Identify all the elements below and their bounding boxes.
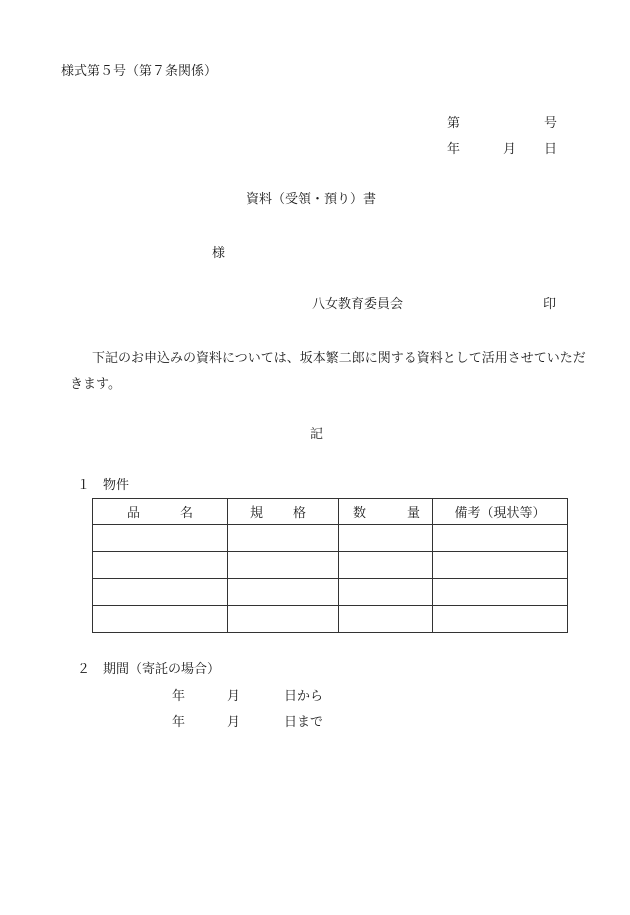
date-month: 月	[503, 142, 517, 157]
table-cell	[339, 579, 433, 606]
period-start-day: 日から	[284, 689, 324, 704]
document-title: 資料（受領・預り）書	[246, 192, 377, 207]
period-start-month: 月	[227, 689, 241, 704]
column-header-quantity-part1: 数	[353, 506, 367, 521]
table-cell	[433, 606, 568, 633]
column-header-spec	[228, 499, 339, 525]
table-cell	[93, 579, 228, 606]
period-end-month: 月	[227, 715, 241, 730]
section1-heading: １ 物件	[77, 478, 130, 493]
table-cell	[433, 552, 568, 579]
period-end-day: 日まで	[284, 715, 324, 730]
doc-number-go: 号	[544, 116, 558, 131]
section2-heading: ２ 期間（寄託の場合）	[77, 662, 221, 677]
table-row	[93, 525, 568, 552]
period-start-year: 年	[172, 689, 186, 704]
table-cell	[228, 525, 339, 552]
issuer-name: 八女教育委員会	[312, 297, 404, 312]
column-header-item-name-part2: 名	[179, 506, 193, 521]
table-cell	[228, 552, 339, 579]
ki-heading: 記	[310, 427, 324, 442]
column-header-remarks	[433, 499, 568, 525]
column-header-spec-part2: 格	[292, 506, 306, 521]
table-cell	[339, 552, 433, 579]
items-table	[92, 498, 568, 633]
addressee-suffix: 様	[212, 246, 226, 261]
table-row	[93, 579, 568, 606]
table-row	[93, 552, 568, 579]
table-cell	[228, 606, 339, 633]
table-row	[93, 606, 568, 633]
period-end-year: 年	[172, 715, 186, 730]
seal-mark: 印	[543, 297, 557, 312]
column-header-item-name-part1: 品	[127, 506, 141, 521]
column-header-quantity	[339, 499, 433, 525]
table-cell	[339, 525, 433, 552]
doc-number-dai: 第	[447, 116, 461, 131]
form-number: 様式第５号（第７条関係）	[61, 64, 218, 79]
table-cell	[339, 606, 433, 633]
column-header-spec-part1: 規	[250, 506, 264, 521]
body-text: 下記のお申込みの資料については、坂本繁二郎に関する資料として活用させていただきます。	[70, 351, 586, 392]
table-cell	[93, 525, 228, 552]
date-day: 日	[544, 142, 558, 157]
table-cell	[93, 606, 228, 633]
table-cell	[433, 579, 568, 606]
table-cell	[228, 579, 339, 606]
date-year: 年	[447, 142, 461, 157]
items-table-header-row	[93, 499, 568, 525]
column-header-quantity-part2: 量	[406, 506, 420, 521]
column-header-remarks-label: 備考（現状等）	[454, 506, 546, 521]
table-cell	[433, 525, 568, 552]
table-cell	[93, 552, 228, 579]
column-header-item-name	[93, 499, 228, 525]
